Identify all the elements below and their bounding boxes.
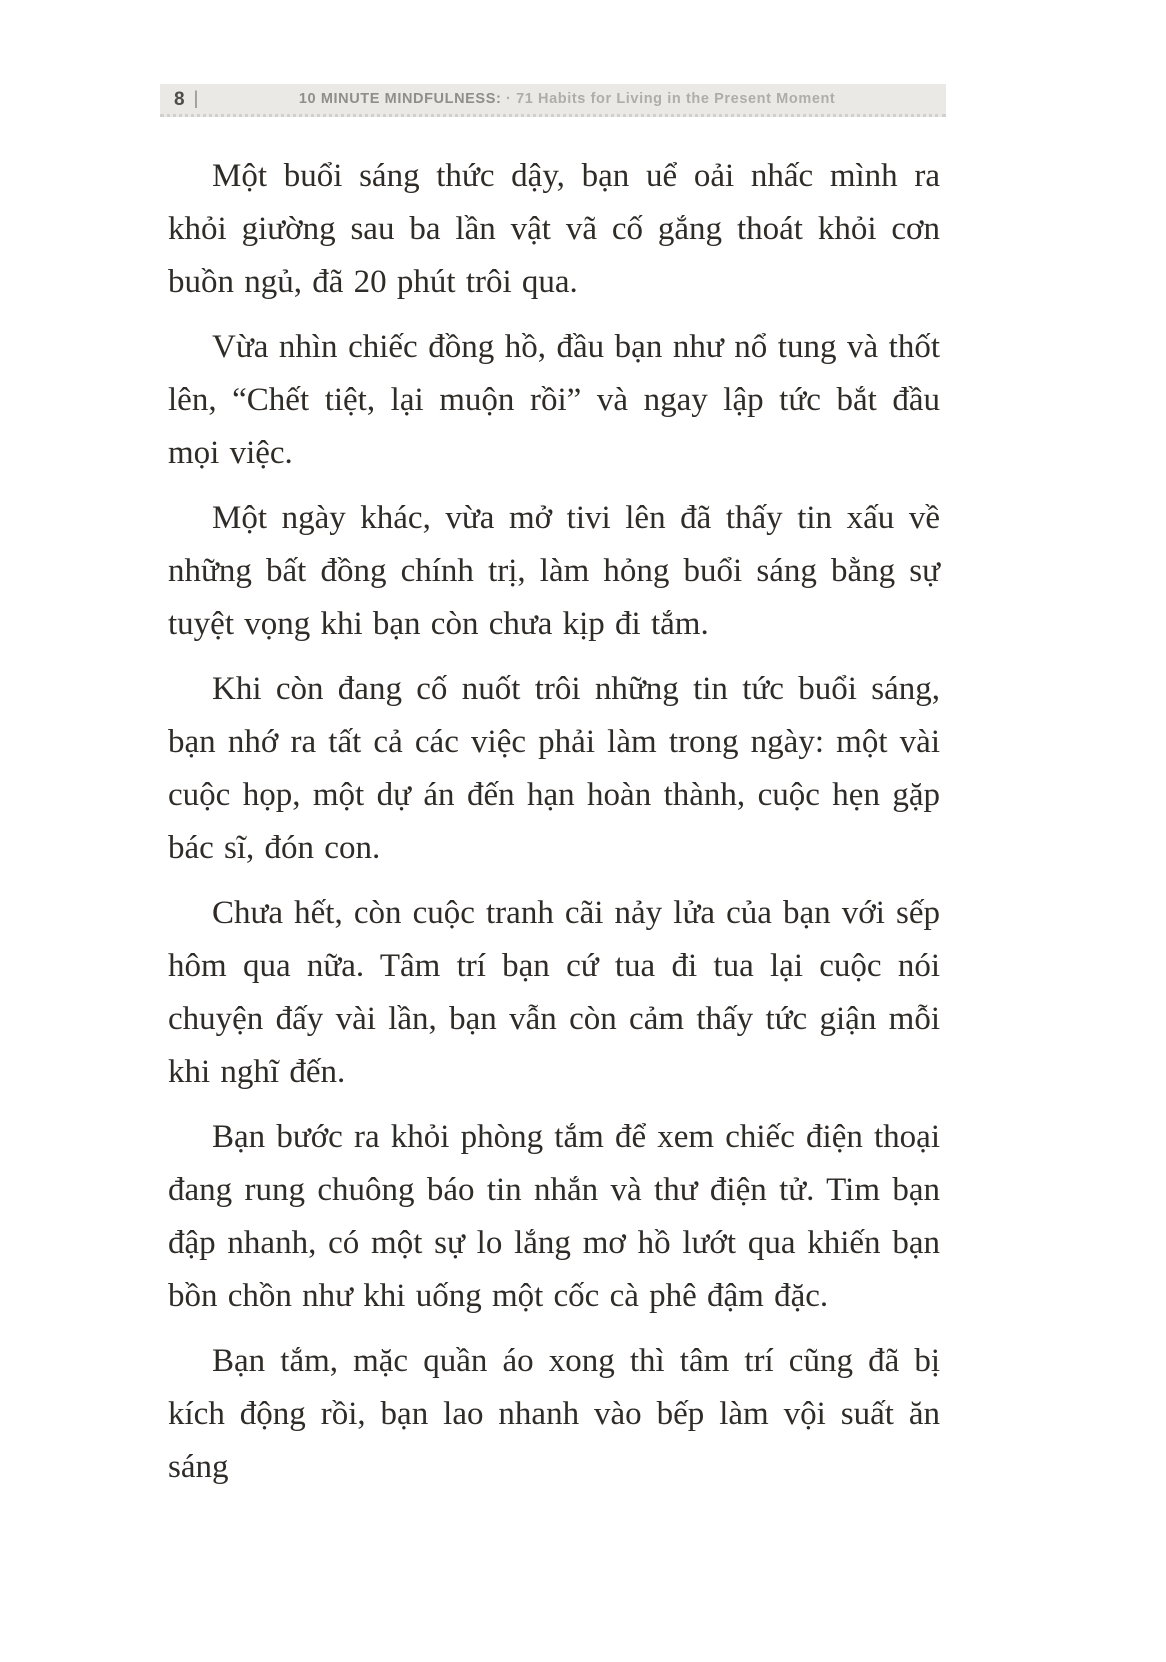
page-number-divider: | (193, 88, 199, 108)
paragraph: Chưa hết, còn cuộc tranh cãi nảy lửa của bạn với sếp hôm qua nữa. Tâm trí bạn cứ tua đi tua lại cuộc nói chuyện đấy vài lần, bạn vẫn còn cảm thấy tức giận mỗi khi nghĩ đến. (168, 895, 940, 1090)
page-number: 8 (174, 88, 185, 110)
paragraph: Khi còn đang cố nuốt trôi những tin tức buổi sáng, bạn nhớ ra tất cả các việc phải làm trong ngày: một vài cuộc họp, một dự án đến hạn hoàn thành, cuộc hẹn gặp bác sĩ, đón con. (168, 671, 940, 866)
page-header (160, 84, 946, 117)
running-header (198, 91, 946, 107)
body-text (168, 150, 940, 1506)
page-number-block (160, 90, 198, 109)
paragraph: Một buổi sáng thức dậy, bạn uể oải nhấc mình ra khỏi giường sau ba lần vật vã cố gắng thoát khỏi cơn buồn ngủ, đã 20 phút trôi qua. (168, 158, 940, 300)
paragraph: Bạn bước ra khỏi phòng tắm để xem chiếc điện thoại đang rung chuông báo tin nhắn và thư điện tử. Tim bạn đập nhanh, có một sự lo lắng mơ hồ lướt qua khiến bạn bồn chồn như khi uống một cốc cà phê đậm đặc. (168, 1119, 940, 1314)
running-header-title: 10 MINUTE MINDFULNESS: (298, 91, 502, 107)
paragraph: Vừa nhìn chiếc đồng hồ, đầu bạn như nổ tung và thốt lên, “Chết tiệt, lại muộn rồi” và ngay lập tức bắt đầu mọi việc. (168, 329, 940, 471)
running-header-subtitle: · 71 Habits for Living in the Present Moment (501, 91, 836, 107)
paragraph: Một ngày khác, vừa mở tivi lên đã thấy tin xấu về những bất đồng chính trị, làm hỏng buổi sáng bằng sự tuyệt vọng khi bạn còn chưa kịp đi tắm. (168, 500, 940, 642)
paragraph: Bạn tắm, mặc quần áo xong thì tâm trí cũng đã bị kích động rồi, bạn lao nhanh vào bếp làm vội suất ăn sáng (168, 1343, 940, 1485)
